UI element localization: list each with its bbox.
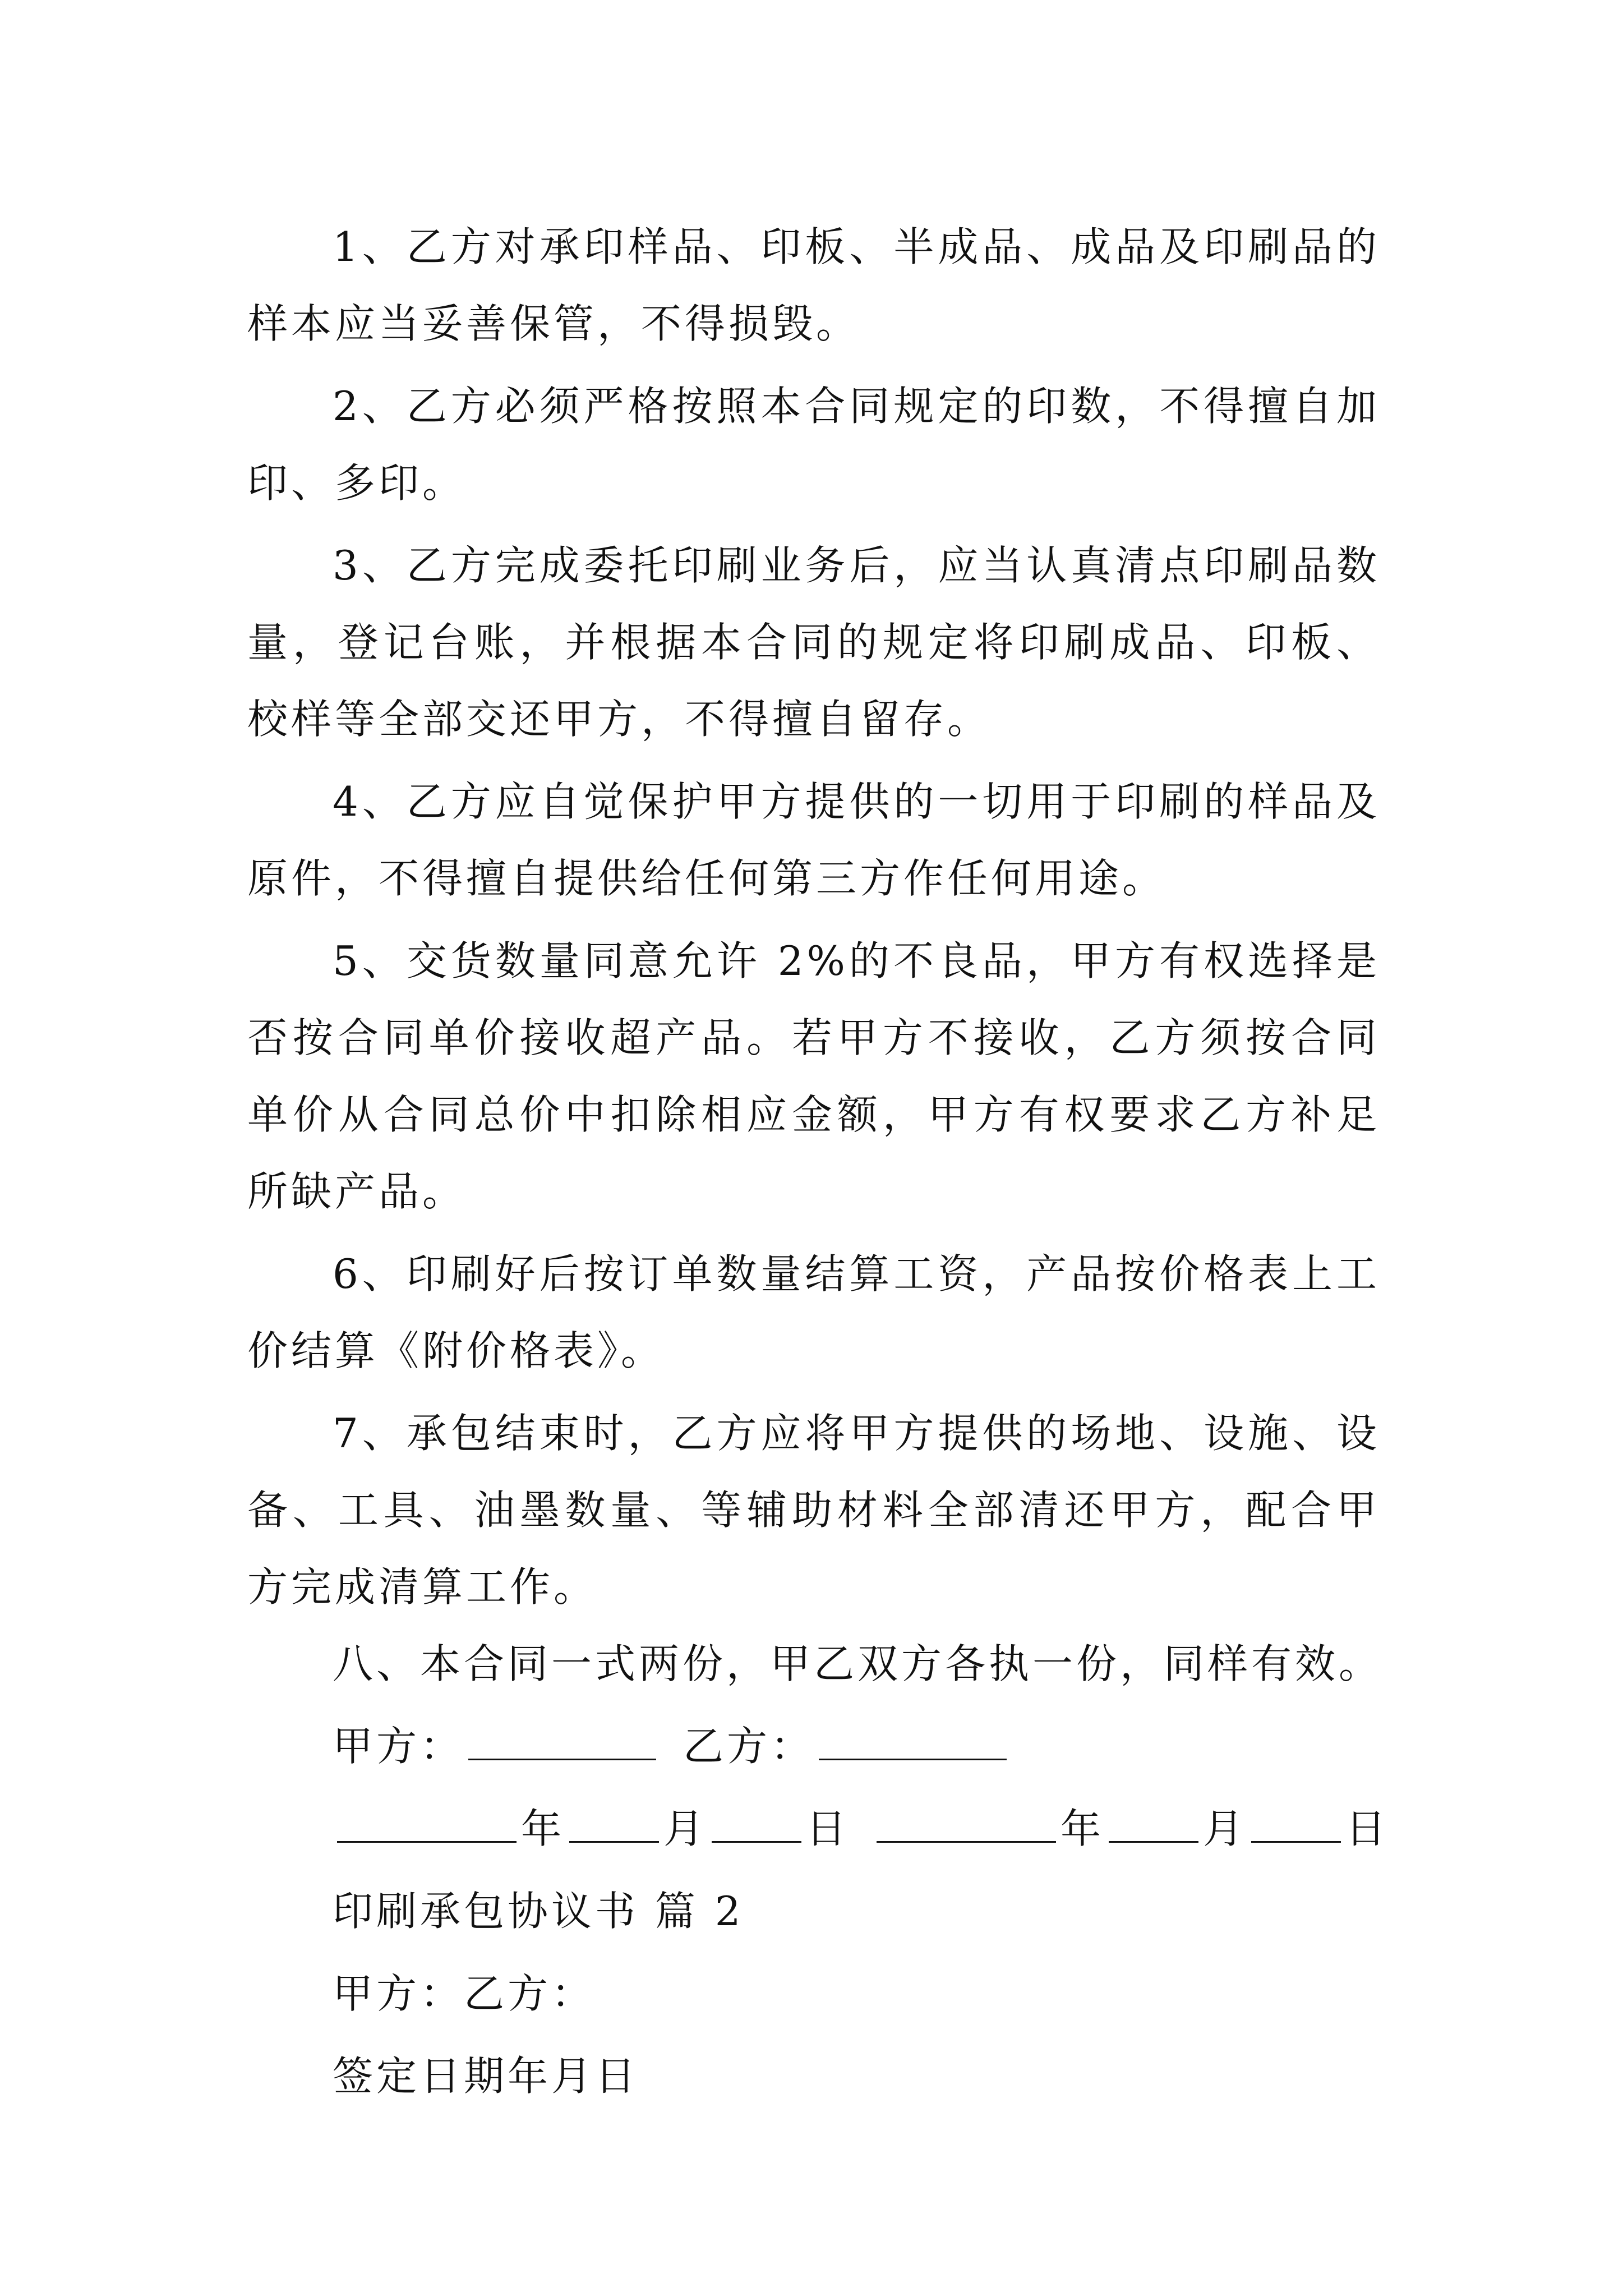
- day-label-b: 日: [1345, 1805, 1390, 1852]
- month-label-b: 月: [1203, 1805, 1247, 1852]
- day-blank-b: [1251, 1807, 1341, 1843]
- year-label-b: 年: [1061, 1805, 1105, 1852]
- clause-2: 2、乙方必须严格按照本合同规定的印数，不得擅自加印、多印。: [247, 383, 1380, 507]
- clause-5: 5、交货数量同意允许 2%的不良品，甲方有权选择是否按合同单价接收超产品。若甲方不接收，乙方须按合同单价从合同总价中扣除相应金额，甲方有权要求乙方补足所缺产品。: [247, 937, 1380, 1215]
- section-2-parties: 甲方：乙方：: [333, 1970, 596, 2017]
- clause-eight: 八、本合同一式两份，甲乙双方各执一份，同样有效。: [333, 1640, 1383, 1687]
- section-2-sign-date: 签定日期年月日: [333, 2053, 639, 2100]
- signature-date-line: [247, 1791, 1390, 1867]
- year-blank-b: [877, 1807, 1056, 1843]
- clause-1: 1、乙方对承印样品、印板、半成品、成品及印刷品的样本应当妥善保管，不得损毁。: [247, 223, 1380, 347]
- month-blank-b: [1109, 1807, 1198, 1843]
- party-b-label: 乙方：: [683, 1723, 815, 1770]
- year-blank-a: [337, 1807, 517, 1843]
- clause-4: 4、乙方应自觉保护甲方提供的一切用于印刷的样品及原件，不得擅自提供给任何第三方作任何用途。: [247, 778, 1380, 902]
- clause-3: 3、乙方完成委托印刷业务后，应当认真清点印刷品数量，登记台账，并根据本合同的规定将印刷成品、印板、校样等全部交还甲方，不得擅自留存。: [247, 542, 1380, 743]
- signature-parties-line: [247, 1708, 1380, 1785]
- month-label-a: 月: [663, 1805, 708, 1852]
- month-blank-a: [569, 1807, 659, 1843]
- party-b-blank: [819, 1725, 1007, 1760]
- section-2-title: 印刷承包协议书 篇 2: [333, 1888, 744, 1935]
- day-blank-a: [712, 1807, 801, 1843]
- clause-7: 7、承包结束时，乙方应将甲方提供的场地、设施、设备、工具、油墨数量、等辅助材料全部清还甲方，配合甲方完成清算工作。: [247, 1410, 1380, 1611]
- document-body: [247, 209, 1390, 2115]
- year-label-a: 年: [521, 1805, 565, 1852]
- party-a-label: 甲方：: [333, 1723, 464, 1770]
- clause-6: 6、印刷好后按订单数量结算工资，产品按价格表上工价结算《附价格表》。: [247, 1250, 1380, 1374]
- day-label-a: 日: [806, 1805, 850, 1852]
- party-a-blank: [468, 1725, 656, 1760]
